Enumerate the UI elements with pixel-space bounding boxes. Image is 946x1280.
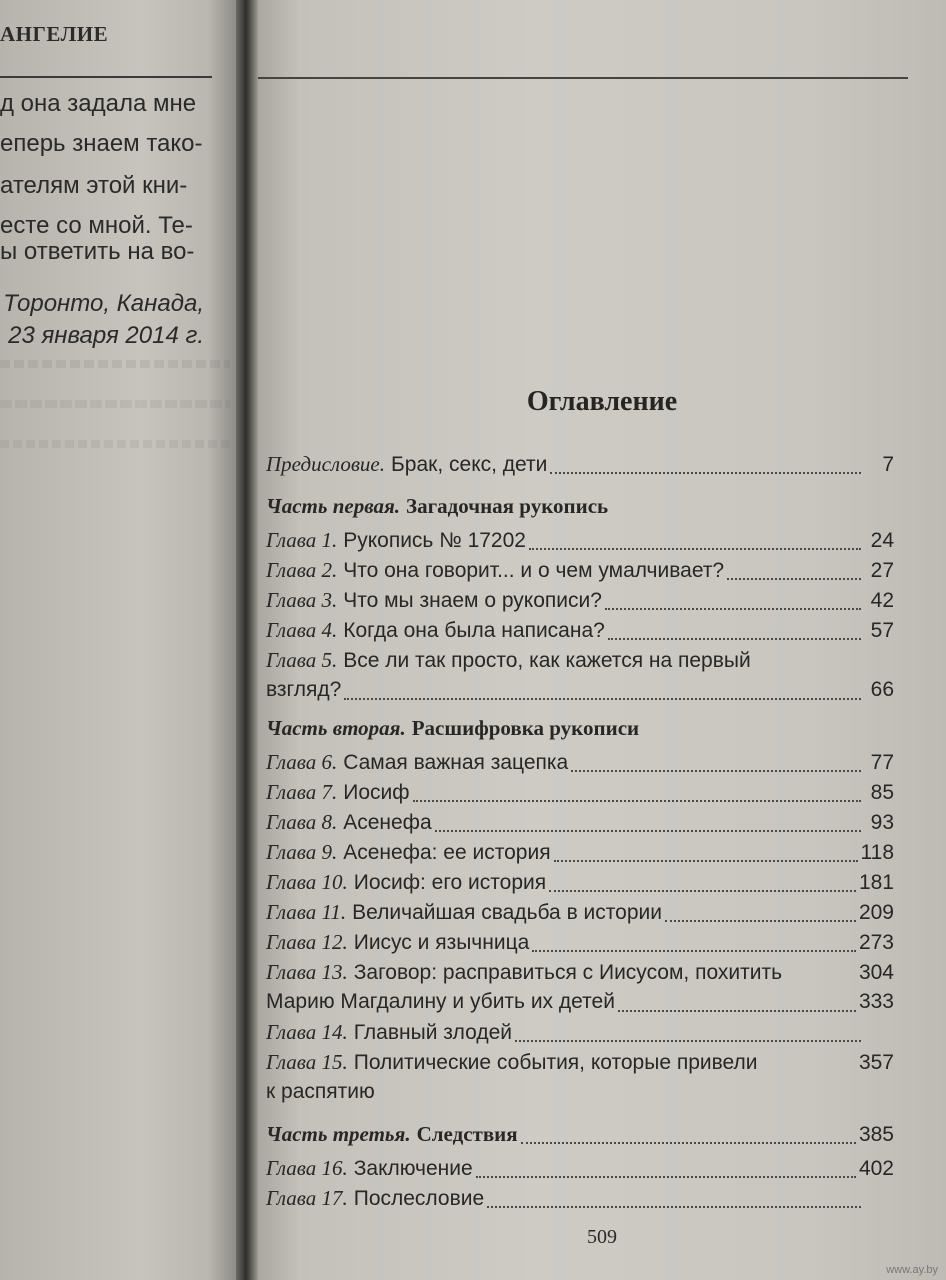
toc-page: 118 [860, 841, 894, 864]
toc-page: 85 [870, 781, 894, 804]
toc-page: 66 [870, 678, 894, 701]
toc-spacer [785, 980, 856, 982]
toc-part-label: Часть вторая. [266, 716, 406, 740]
text-line: есте со мной. Те- [0, 212, 193, 239]
toc-leader [532, 950, 856, 952]
toc-text: Асенефа: ее история [343, 841, 551, 864]
toc-label: Глава 4. [266, 618, 338, 642]
toc-leader [550, 472, 861, 474]
toc-label: Глава 1. [266, 528, 338, 552]
toc-leader [413, 800, 862, 802]
toc-part-label: Часть третья. [266, 1122, 411, 1146]
running-header: АНГЕЛИЕ [0, 22, 109, 46]
toc-label: Глава 10. [266, 870, 348, 894]
toc-chapter [266, 870, 894, 898]
toc-chapter [266, 900, 894, 928]
show-through [0, 400, 230, 408]
toc-leader [515, 1040, 861, 1042]
toc-leader [487, 1206, 861, 1208]
toc-page: 93 [870, 811, 894, 834]
toc-page: 77 [870, 751, 894, 774]
toc-page: 24 [870, 529, 894, 552]
toc-chapter [266, 618, 894, 646]
toc-chapter [266, 558, 894, 586]
toc-chapter-cont [266, 678, 894, 706]
text-line: еперь знаем тако- [0, 130, 203, 157]
toc-chapter [266, 528, 894, 556]
toc-preface [266, 452, 894, 480]
toc-part [266, 716, 894, 744]
toc-page: 357 [858, 1051, 894, 1074]
signature-place: Торонто, Канада, [3, 290, 204, 317]
toc-text: взгляд? [266, 678, 342, 701]
toc-part-title: Загадочная рукопись [406, 494, 609, 518]
toc-chapter [266, 1020, 894, 1048]
toc-label: Предисловие. [266, 452, 386, 476]
toc-text: к распятию [266, 1080, 375, 1103]
toc-label: Глава 13. [266, 960, 348, 984]
toc-text: Марию Магдалину и убить их детей [266, 990, 615, 1013]
toc-page: 7 [882, 453, 894, 476]
toc-title: Оглавление [526, 386, 678, 417]
toc-text: Иисус и язычница [353, 931, 530, 954]
toc-label: Глава 14. [266, 1020, 348, 1044]
book-gutter [236, 0, 258, 1280]
toc-page: 209 [858, 901, 894, 924]
toc-text: Самая важная зацепка [343, 751, 569, 774]
toc-leader [618, 1010, 856, 1012]
toc-leader [521, 1142, 856, 1144]
toc-text: Заговор: расправиться с Иисусом, похитить [353, 961, 783, 984]
toc-leader [554, 860, 858, 862]
toc-page: 304 [858, 961, 894, 984]
toc-page: 57 [870, 619, 894, 642]
toc-text: Рукопись № 17202 [343, 529, 526, 552]
toc-spacer [761, 1070, 856, 1072]
toc-label: Глава 2. [266, 558, 338, 582]
toc-chapter [266, 648, 894, 676]
toc-text: Иосиф [343, 781, 410, 804]
toc-leader [529, 548, 861, 550]
toc-leader [665, 920, 856, 922]
toc-page: 402 [858, 1157, 894, 1180]
toc-label: Глава 3. [266, 588, 338, 612]
toc-text: Иосиф: его история [353, 871, 547, 894]
toc-label: Глава 5. [266, 648, 338, 672]
toc-text: Послесловие [353, 1187, 485, 1210]
toc-text: Главный злодей [353, 1021, 513, 1044]
toc-leader [344, 698, 861, 700]
toc-chapter [266, 588, 894, 616]
toc-text: Что мы знаем о рукописи? [343, 589, 602, 612]
toc-chapter [266, 1050, 894, 1078]
toc-label: Глава 6. [266, 750, 338, 774]
toc-chapter [266, 810, 894, 838]
toc-chapter [266, 750, 894, 778]
text-line: ы ответить на во- [0, 238, 195, 265]
toc-text: Величайшая свадьба в истории [352, 901, 662, 924]
toc-part-title: Расшифровка рукописи [411, 716, 640, 740]
toc-text: Политические события, которые привели [353, 1051, 758, 1074]
toc-part [266, 1122, 894, 1150]
toc-leader [605, 608, 861, 610]
toc-label: Глава 7. [266, 780, 338, 804]
toc-text: Заключение [353, 1157, 473, 1180]
show-through [0, 360, 230, 368]
toc-chapter [266, 780, 894, 808]
toc-chapter [266, 930, 894, 958]
toc-label: Глава 16. [266, 1156, 348, 1180]
toc-leader [571, 770, 861, 772]
toc-part-label: Часть первая. [266, 494, 401, 518]
toc-text: Все ли так просто, как кажется на первый [343, 649, 751, 672]
toc-page: 181 [858, 871, 894, 894]
show-through [0, 440, 230, 448]
toc-leader [435, 830, 861, 832]
toc-label: Глава 11. [266, 900, 347, 924]
toc-page: 385 [858, 1123, 894, 1146]
toc-chapter [266, 1186, 894, 1214]
toc-label: Глава 9. [266, 840, 338, 864]
left-page [0, 0, 236, 1280]
text-line: д она задала мне [0, 90, 197, 117]
toc-text: Когда она была написана? [343, 619, 605, 642]
toc-text: Что она говорит... и о чем умалчивает? [343, 559, 725, 582]
toc-label: Глава 15. [266, 1050, 348, 1074]
toc-leader [608, 638, 861, 640]
toc-leader [727, 578, 861, 580]
toc-label: Глава 8. [266, 810, 338, 834]
toc-leader [476, 1176, 856, 1178]
toc-chapter-cont [266, 1080, 894, 1108]
right-page [258, 0, 946, 1280]
header-rule [258, 77, 908, 79]
toc-text: Брак, секс, дети [391, 453, 548, 476]
toc-part-title: Следствия [416, 1122, 518, 1146]
text-line: ателям этой кни- [0, 172, 188, 199]
toc-label: Глава 12. [266, 930, 348, 954]
toc-page: 333 [858, 990, 894, 1013]
toc-part [266, 494, 894, 522]
toc-chapter [266, 1156, 894, 1184]
toc-text: Асенефа [343, 811, 432, 834]
toc-chapter-cont [266, 990, 894, 1018]
toc-page: 273 [858, 931, 894, 954]
signature-date: 23 января 2014 г. [8, 322, 204, 349]
watermark: www.ay.by [886, 1264, 938, 1276]
toc-page: 27 [870, 559, 894, 582]
toc-page: 42 [870, 589, 894, 612]
toc-chapter [266, 960, 894, 988]
page-number: 509 [587, 1226, 617, 1248]
toc-label: Глава 17. [266, 1186, 348, 1210]
toc-chapter [266, 840, 894, 868]
toc-leader [549, 890, 856, 892]
header-rule [0, 76, 212, 78]
